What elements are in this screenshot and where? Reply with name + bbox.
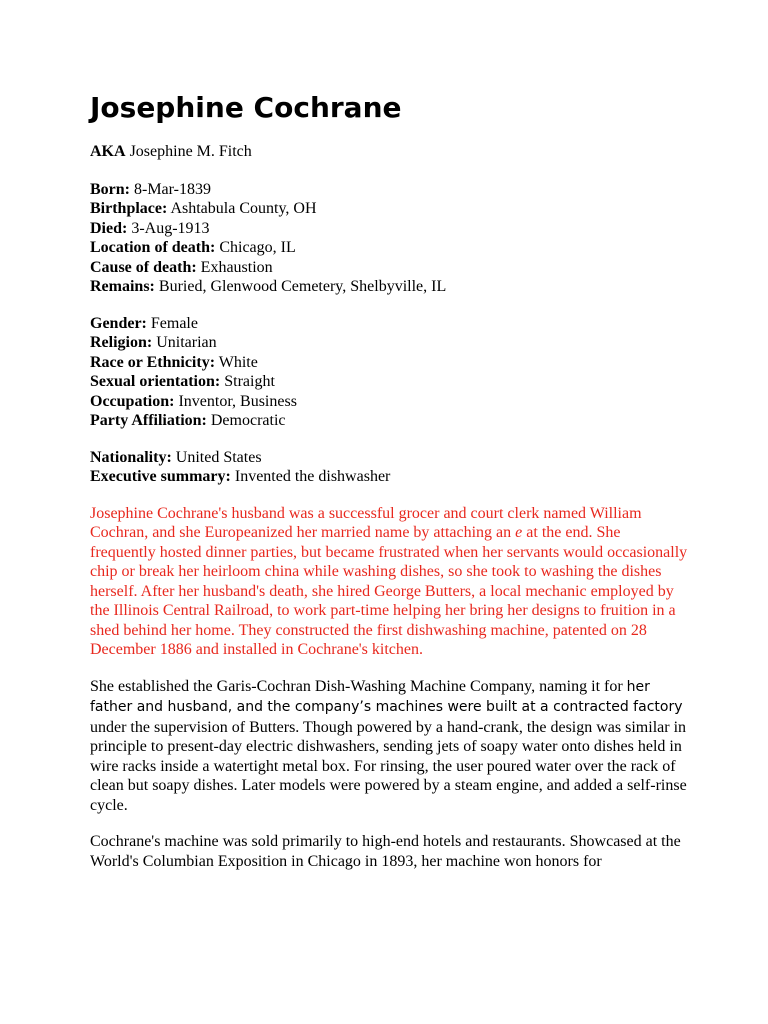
para-text: at the end. She frequently hosted dinner parties, but became frustrated when her servants would occasionally chip or break her heirloom china while washing dishes, so she took to washing the dishes herself. After her husband's death, she hired George Butters, a local mechanic employed by the Illinois Central Railroad, to work part-time helping her bring her designs to fruition in a shed behind her home. They constructed the first dishwashing machine, patented on 28 December 1886 and installed in Cochrane's kitchen. <box>90 524 688 658</box>
personal-facts <box>90 314 690 431</box>
fact-label: Occupation: <box>90 392 175 410</box>
para-text: She established the Garis-Cochran Dish-Washing Machine Company, naming it for <box>90 677 623 695</box>
aka-row <box>90 142 690 162</box>
fact-row <box>90 199 690 219</box>
fact-label: Location of death: <box>90 239 216 256</box>
company-paragraph <box>90 677 690 816</box>
sales-paragraph: Cochrane's machine was sold primarily to high-end hotels and restaurants. Showcased at the World's Columbian Exposition in Chicago in 1893, her machine won honors for <box>90 833 681 870</box>
fact-value: 8-Mar-1839 <box>134 180 211 198</box>
para-text: under the supervision of Butters. Though powered by a hand-crank, the design was similar in principle to present-day electric dishwashers, sending jets of soapy water onto dishes held in wire racks inside a watertight metal box. For rinsing, the user poured water over the rack of clean but soapy dishes. Later models were powered by a steam engine, and added a self-rinse cycle. <box>90 718 687 814</box>
fact-row <box>90 238 690 258</box>
fact-value: Straight <box>224 373 275 390</box>
para-text-sans: her father and husband, and the company’s machines were built at a contracted factory <box>90 678 683 715</box>
fact-label: Race or Ethnicity: <box>90 353 216 371</box>
fact-row <box>90 180 690 200</box>
aka-label: AKA <box>90 143 126 160</box>
fact-row <box>90 333 690 353</box>
fact-label: Birthplace: <box>90 200 168 217</box>
fact-value: Unitarian <box>156 334 217 351</box>
fact-row <box>90 258 690 278</box>
fact-label: Gender: <box>90 314 147 332</box>
fact-row <box>90 277 690 297</box>
fact-row <box>90 467 690 487</box>
fact-row <box>90 411 690 431</box>
fact-label: Nationality: <box>90 448 172 466</box>
fact-label: Cause of death: <box>90 258 197 276</box>
fact-value: Democratic <box>210 412 286 429</box>
fact-value: White <box>218 353 258 371</box>
summary-facts <box>90 448 690 487</box>
fact-row <box>90 392 690 412</box>
fact-value: Buried, Glenwood Cemetery, Shelbyville, IL <box>158 278 447 295</box>
fact-row <box>90 219 690 239</box>
fact-value: United States <box>175 448 262 466</box>
fact-row <box>90 314 690 334</box>
fact-row <box>90 372 690 392</box>
fact-label: Sexual orientation: <box>90 373 221 390</box>
fact-label: Religion: <box>90 334 153 351</box>
fact-value: Chicago, IL <box>219 239 296 256</box>
fact-value: 3-Aug-1913 <box>131 219 210 237</box>
para-italic-text: e <box>515 524 523 541</box>
fact-label: Died: <box>90 219 128 237</box>
fact-value: Inventor, Business <box>178 392 297 410</box>
biography-paragraph-red <box>90 504 690 660</box>
fact-row <box>90 448 690 468</box>
para-text: Josephine Cochrane's husband was a successful grocer and court clerk named William Cochran, and she Europeanized her married name by attaching an <box>90 504 642 541</box>
fact-label: Executive summary: <box>90 468 231 485</box>
fact-label: Remains: <box>90 278 155 295</box>
fact-value: Ashtabula County, OH <box>170 200 317 217</box>
fact-value: Exhaustion <box>200 258 273 276</box>
fact-label: Party Affiliation: <box>90 412 207 429</box>
fact-value: Female <box>150 314 198 332</box>
document-page <box>90 88 690 888</box>
page-title: Josephine Cochrane <box>90 91 402 124</box>
fact-row <box>90 353 690 373</box>
fact-label: Born: <box>90 180 130 198</box>
aka-value: Josephine M. Fitch <box>129 143 252 160</box>
life-facts <box>90 180 690 297</box>
fact-value: Invented the dishwasher <box>234 468 391 485</box>
